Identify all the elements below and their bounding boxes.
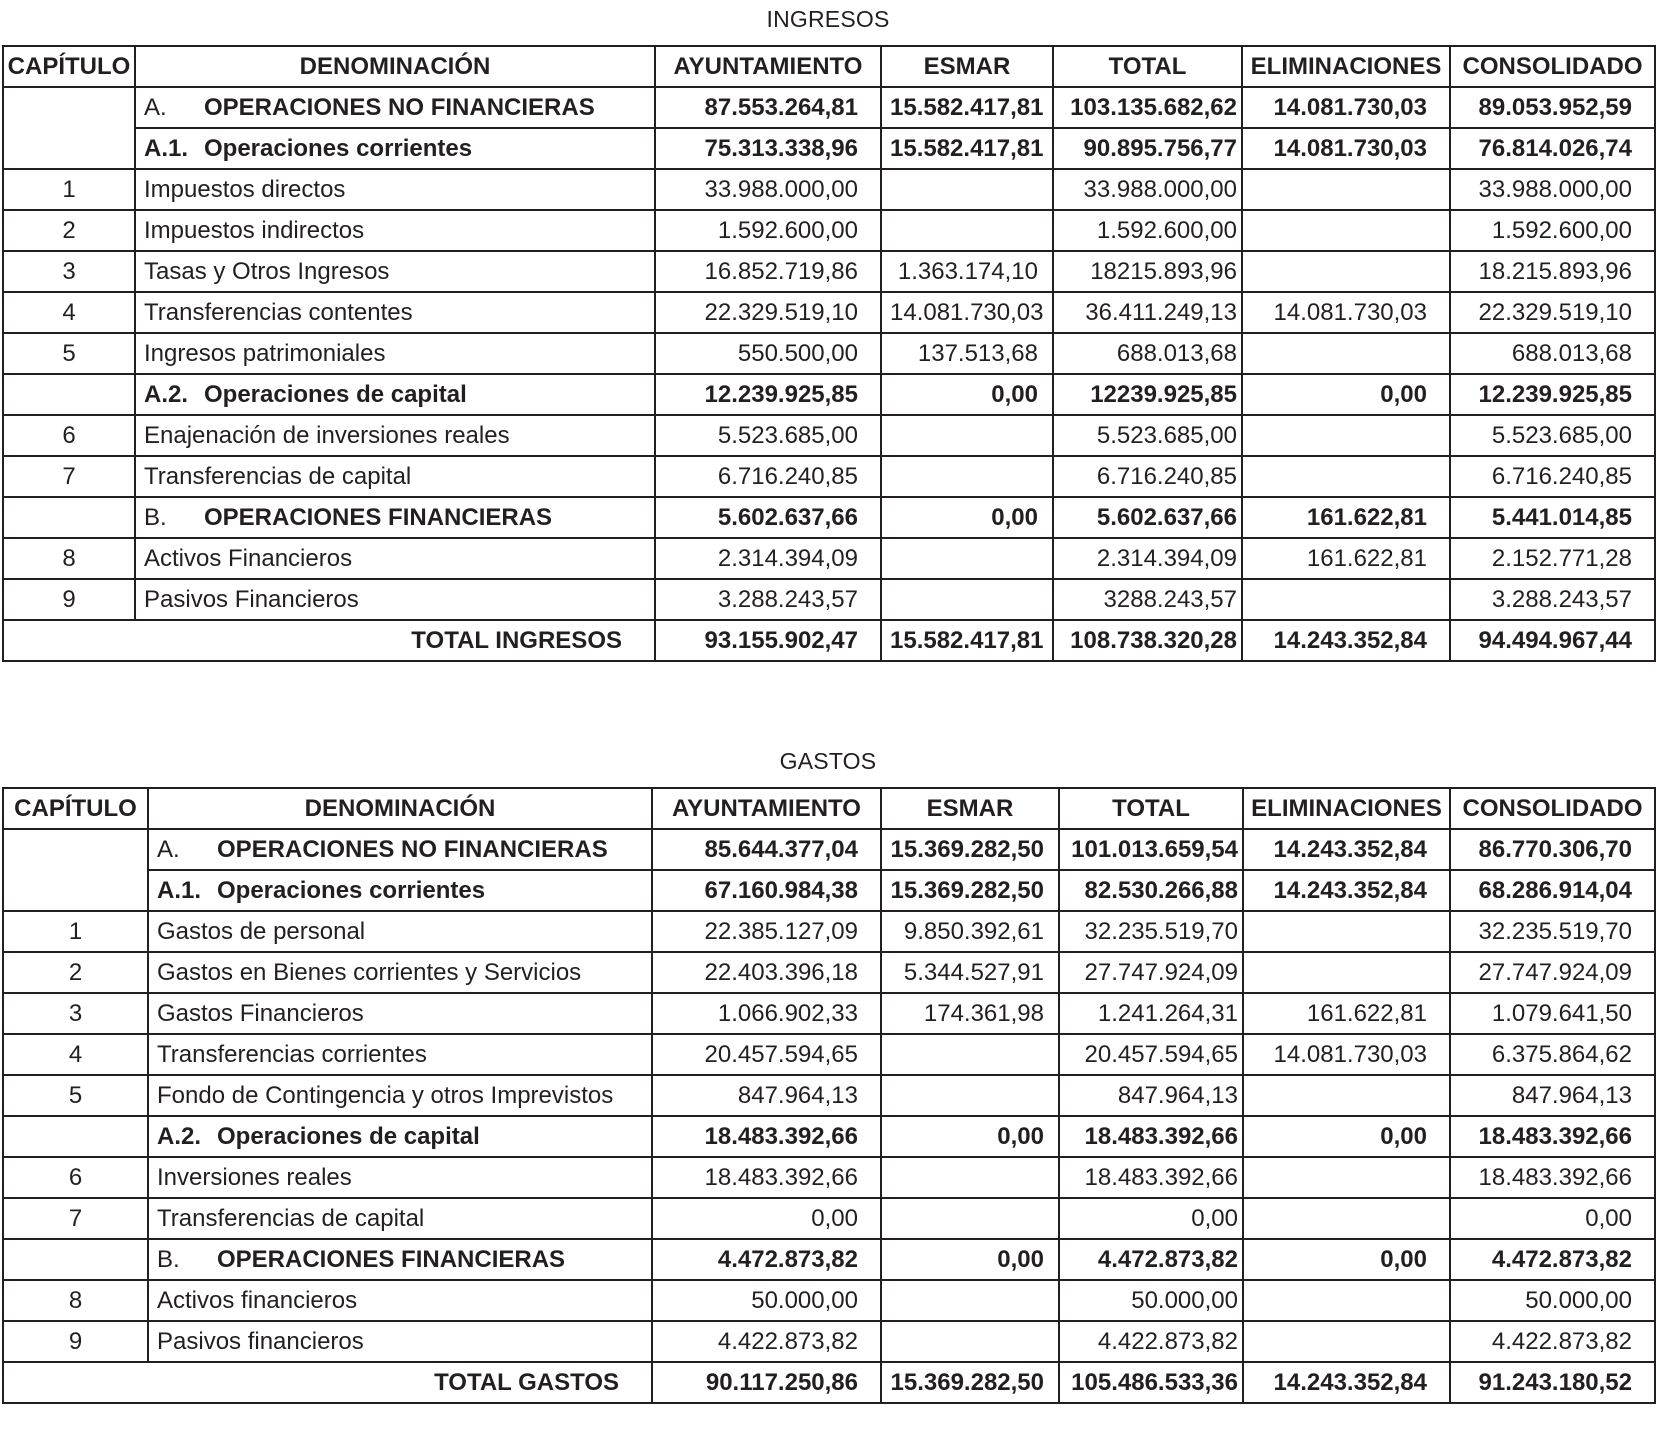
esmar-cell — [881, 1280, 1059, 1321]
group-name: OPERACIONES NO FINANCIERAS — [204, 93, 595, 121]
total-label: TOTAL INGRESOS — [3, 620, 655, 661]
consolidado-cell: 5.523.685,00 — [1450, 415, 1655, 456]
total-cell: 0,00 — [1059, 1198, 1243, 1239]
consolidado-cell: 4.472.873,82 — [1450, 1239, 1655, 1280]
total-cell: 6.716.240,85 — [1053, 456, 1242, 497]
table-row — [3, 911, 1655, 952]
esmar-cell: 15.369.282,50 — [881, 1362, 1059, 1403]
eliminaciones-cell: 14.243.352,84 — [1243, 870, 1450, 911]
total-cell: 688.013,68 — [1053, 333, 1242, 374]
ayuntamiento-cell: 50.000,00 — [652, 1280, 881, 1321]
ayuntamiento-cell: 1.066.902,33 — [652, 993, 881, 1034]
eliminaciones-cell: 14.081.730,03 — [1242, 292, 1450, 333]
header-ayuntamiento: AYUNTAMIENTO — [652, 788, 881, 829]
capitulo-cell: 7 — [3, 1198, 148, 1239]
esmar-cell: 15.369.282,50 — [881, 870, 1059, 911]
total-cell: 5.523.685,00 — [1053, 415, 1242, 456]
header-esmar: ESMAR — [881, 46, 1053, 87]
eliminaciones-cell — [1243, 1157, 1450, 1198]
ayuntamiento-cell: 85.644.377,04 — [652, 829, 881, 870]
esmar-cell — [881, 456, 1053, 497]
eliminaciones-cell — [1242, 251, 1450, 292]
total-row — [3, 620, 1655, 661]
total-cell: 90.895.756,77 — [1053, 128, 1242, 169]
table-row — [3, 538, 1655, 579]
consolidado-cell: 0,00 — [1450, 1198, 1655, 1239]
group-row-a1 — [3, 128, 1655, 169]
table-row — [3, 292, 1655, 333]
consolidado-cell: 68.286.914,04 — [1450, 870, 1655, 911]
esmar-cell: 0,00 — [881, 1116, 1059, 1157]
ayuntamiento-cell: 22.385.127,09 — [652, 911, 881, 952]
group-name: Operaciones corrientes — [217, 876, 486, 904]
eliminaciones-cell: 0,00 — [1243, 1116, 1450, 1157]
ayuntamiento-cell: 18.483.392,66 — [652, 1157, 881, 1198]
group-label — [148, 1239, 652, 1280]
denominacion-cell: Activos Financieros — [135, 538, 655, 579]
header-esmar: ESMAR — [881, 788, 1059, 829]
group-row-a1 — [3, 870, 1655, 911]
ayuntamiento-cell: 5.523.685,00 — [655, 415, 881, 456]
esmar-cell — [881, 415, 1053, 456]
group-row-a2 — [3, 1116, 1655, 1157]
consolidado-cell: 12.239.925,85 — [1450, 374, 1655, 415]
denominacion-cell: Transferencias de capital — [148, 1198, 652, 1239]
group-row-a — [3, 87, 1655, 128]
group-name: OPERACIONES FINANCIERAS — [204, 503, 553, 531]
group-row-a2 — [3, 374, 1655, 415]
ayuntamiento-cell: 2.314.394,09 — [655, 538, 881, 579]
eliminaciones-cell — [1242, 333, 1450, 374]
esmar-cell — [881, 1157, 1059, 1198]
table-row — [3, 251, 1655, 292]
denominacion-cell: Transferencias de capital — [135, 456, 655, 497]
esmar-cell — [881, 210, 1053, 251]
esmar-cell — [881, 1075, 1059, 1116]
group-label — [135, 374, 655, 415]
total-cell: 1.241.264,31 — [1059, 993, 1243, 1034]
eliminaciones-cell — [1242, 169, 1450, 210]
table-row — [3, 993, 1655, 1034]
eliminaciones-cell: 14.243.352,84 — [1243, 829, 1450, 870]
total-row — [3, 1362, 1655, 1403]
header-row — [3, 788, 1655, 829]
group-code: A. — [144, 93, 167, 121]
ayuntamiento-cell: 3.288.243,57 — [655, 579, 881, 620]
header-ayuntamiento: AYUNTAMIENTO — [655, 46, 881, 87]
total-cell: 101.013.659,54 — [1059, 829, 1243, 870]
header-total: TOTAL — [1059, 788, 1243, 829]
header-eliminaciones: ELIMINACIONES — [1242, 46, 1450, 87]
consolidado-cell: 18.483.392,66 — [1450, 1157, 1655, 1198]
ayuntamiento-cell: 0,00 — [652, 1198, 881, 1239]
total-cell: 18.483.392,66 — [1059, 1157, 1243, 1198]
table-row — [3, 1321, 1655, 1362]
total-cell: 36.411.249,13 — [1053, 292, 1242, 333]
total-cell: 20.457.594,65 — [1059, 1034, 1243, 1075]
total-cell: 27.747.924,09 — [1059, 952, 1243, 993]
esmar-cell: 0,00 — [881, 497, 1053, 538]
eliminaciones-cell — [1243, 1280, 1450, 1321]
esmar-cell: 174.361,98 — [881, 993, 1059, 1034]
capitulo-cell: 4 — [3, 292, 135, 333]
eliminaciones-cell: 14.081.730,03 — [1242, 87, 1450, 128]
header-denominacion: DENOMINACIÓN — [148, 788, 652, 829]
table-row — [3, 1198, 1655, 1239]
ayuntamiento-cell: 22.403.396,18 — [652, 952, 881, 993]
consolidado-cell: 5.441.014,85 — [1450, 497, 1655, 538]
consolidado-cell: 32.235.519,70 — [1450, 911, 1655, 952]
ingresos-table — [2, 45, 1656, 662]
total-cell: 2.314.394,09 — [1053, 538, 1242, 579]
consolidado-cell: 688.013,68 — [1450, 333, 1655, 374]
capitulo-cell: 2 — [3, 952, 148, 993]
esmar-cell: 0,00 — [881, 1239, 1059, 1280]
consolidado-cell: 2.152.771,28 — [1450, 538, 1655, 579]
eliminaciones-cell: 161.622,81 — [1242, 538, 1450, 579]
consolidado-cell: 3.288.243,57 — [1450, 579, 1655, 620]
group-code: B. — [144, 503, 167, 531]
total-cell: 82.530.266,88 — [1059, 870, 1243, 911]
header-capitulo: CAPÍTULO — [3, 788, 148, 829]
esmar-cell — [881, 538, 1053, 579]
ayuntamiento-cell: 5.602.637,66 — [655, 497, 881, 538]
esmar-cell: 137.513,68 — [881, 333, 1053, 374]
ayuntamiento-cell: 1.592.600,00 — [655, 210, 881, 251]
ayuntamiento-cell: 18.483.392,66 — [652, 1116, 881, 1157]
esmar-cell: 14.081.730,03 — [881, 292, 1053, 333]
eliminaciones-cell — [1242, 456, 1450, 497]
ayuntamiento-cell: 33.988.000,00 — [655, 169, 881, 210]
ayuntamiento-cell: 67.160.984,38 — [652, 870, 881, 911]
capitulo-cell: 1 — [3, 169, 135, 210]
esmar-cell: 15.582.417,81 — [881, 128, 1053, 169]
ayuntamiento-cell: 550.500,00 — [655, 333, 881, 374]
group-label — [135, 497, 655, 538]
consolidado-cell: 86.770.306,70 — [1450, 829, 1655, 870]
eliminaciones-cell: 14.081.730,03 — [1242, 128, 1450, 169]
eliminaciones-cell: 14.081.730,03 — [1243, 1034, 1450, 1075]
eliminaciones-cell — [1243, 1321, 1450, 1362]
capitulo-cell — [3, 1116, 148, 1157]
group-name: OPERACIONES FINANCIERAS — [217, 1245, 566, 1273]
table-row — [3, 210, 1655, 251]
esmar-cell — [881, 1034, 1059, 1075]
consolidado-cell: 6.716.240,85 — [1450, 456, 1655, 497]
esmar-cell: 15.369.282,50 — [881, 829, 1059, 870]
consolidado-cell: 76.814.026,74 — [1450, 128, 1655, 169]
ayuntamiento-cell: 87.553.264,81 — [655, 87, 881, 128]
eliminaciones-cell: 0,00 — [1243, 1239, 1450, 1280]
capitulo-cell — [3, 374, 135, 415]
ayuntamiento-cell: 16.852.719,86 — [655, 251, 881, 292]
denominacion-cell: Tasas y Otros Ingresos — [135, 251, 655, 292]
capitulo-cell: 5 — [3, 1075, 148, 1116]
ayuntamiento-cell: 20.457.594,65 — [652, 1034, 881, 1075]
denominacion-cell: Ingresos patrimoniales — [135, 333, 655, 374]
group-row-b — [3, 497, 1655, 538]
denominacion-cell: Activos financieros — [148, 1280, 652, 1321]
group-label — [148, 870, 652, 911]
consolidado-cell: 50.000,00 — [1450, 1280, 1655, 1321]
eliminaciones-cell: 161.622,81 — [1242, 497, 1450, 538]
capitulo-cell: 2 — [3, 210, 135, 251]
total-cell: 32.235.519,70 — [1059, 911, 1243, 952]
group-row-b — [3, 1239, 1655, 1280]
header-eliminaciones: ELIMINACIONES — [1243, 788, 1450, 829]
capitulo-cell: 4 — [3, 1034, 148, 1075]
eliminaciones-cell — [1242, 415, 1450, 456]
capitulo-cell: 6 — [3, 1157, 148, 1198]
ayuntamiento-cell: 4.472.873,82 — [652, 1239, 881, 1280]
denominacion-cell: Gastos Financieros — [148, 993, 652, 1034]
table-row — [3, 456, 1655, 497]
group-name: Operaciones de capital — [204, 380, 467, 408]
consolidado-cell: 18.215.893,96 — [1450, 251, 1655, 292]
total-cell: 4.472.873,82 — [1059, 1239, 1243, 1280]
total-cell: 4.422.873,82 — [1059, 1321, 1243, 1362]
consolidado-cell: 27.747.924,09 — [1450, 952, 1655, 993]
group-code: A.1. — [157, 876, 202, 904]
group-code: A.2. — [157, 1122, 202, 1150]
header-total: TOTAL — [1053, 46, 1242, 87]
header-consolidado: CONSOLIDADO — [1450, 46, 1655, 87]
table-row — [3, 169, 1655, 210]
group-code: A.1. — [144, 134, 189, 162]
denominacion-cell: Gastos en Bienes corrientes y Servicios — [148, 952, 652, 993]
consolidado-cell: 33.988.000,00 — [1450, 169, 1655, 210]
consolidado-cell: 1.592.600,00 — [1450, 210, 1655, 251]
eliminaciones-cell — [1243, 911, 1450, 952]
eliminaciones-cell — [1243, 952, 1450, 993]
capitulo-cell: 6 — [3, 415, 135, 456]
denominacion-cell: Impuestos indirectos — [135, 210, 655, 251]
total-cell: 847.964,13 — [1059, 1075, 1243, 1116]
denominacion-cell: Enajenación de inversiones reales — [135, 415, 655, 456]
eliminaciones-cell: 14.243.352,84 — [1243, 1362, 1450, 1403]
esmar-cell: 9.850.392,61 — [881, 911, 1059, 952]
consolidado-cell: 94.494.967,44 — [1450, 620, 1655, 661]
total-cell: 33.988.000,00 — [1053, 169, 1242, 210]
eliminaciones-cell — [1243, 1198, 1450, 1239]
eliminaciones-cell: 14.243.352,84 — [1242, 620, 1450, 661]
eliminaciones-cell — [1243, 1075, 1450, 1116]
table-row — [3, 952, 1655, 993]
capitulo-cell: 8 — [3, 1280, 148, 1321]
esmar-cell — [881, 1198, 1059, 1239]
capitulo-cell: 9 — [3, 579, 135, 620]
consolidado-cell: 6.375.864,62 — [1450, 1034, 1655, 1075]
ayuntamiento-cell: 93.155.902,47 — [655, 620, 881, 661]
denominacion-cell: Transferencias contentes — [135, 292, 655, 333]
total-cell: 18215.893,96 — [1053, 251, 1242, 292]
group-label — [135, 87, 655, 128]
gastos-title: GASTOS — [779, 748, 877, 774]
denominacion-cell: Fondo de Contingencia y otros Imprevistos — [148, 1075, 652, 1116]
table-row — [3, 1280, 1655, 1321]
denominacion-cell: Impuestos directos — [135, 169, 655, 210]
group-label — [135, 128, 655, 169]
group-code: B. — [157, 1245, 180, 1273]
table-row — [3, 579, 1655, 620]
esmar-cell — [881, 169, 1053, 210]
eliminaciones-cell: 161.622,81 — [1243, 993, 1450, 1034]
esmar-cell: 1.363.174,10 — [881, 251, 1053, 292]
capitulo-cell — [3, 497, 135, 538]
table-row — [3, 415, 1655, 456]
esmar-cell — [881, 579, 1053, 620]
esmar-cell: 5.344.527,91 — [881, 952, 1059, 993]
total-label: TOTAL GASTOS — [3, 1362, 652, 1403]
header-row — [3, 46, 1655, 87]
ayuntamiento-cell: 22.329.519,10 — [655, 292, 881, 333]
total-cell: 1.592.600,00 — [1053, 210, 1242, 251]
total-cell: 108.738.320,28 — [1053, 620, 1242, 661]
total-cell: 3288.243,57 — [1053, 579, 1242, 620]
ayuntamiento-cell: 847.964,13 — [652, 1075, 881, 1116]
denominacion-cell: Pasivos financieros — [148, 1321, 652, 1362]
group-name: Operaciones corrientes — [204, 134, 473, 162]
ayuntamiento-cell: 90.117.250,86 — [652, 1362, 881, 1403]
eliminaciones-cell — [1242, 210, 1450, 251]
denominacion-cell: Pasivos Financieros — [135, 579, 655, 620]
esmar-cell: 15.582.417,81 — [881, 620, 1053, 661]
header-capitulo: CAPÍTULO — [3, 46, 135, 87]
ayuntamiento-cell: 4.422.873,82 — [652, 1321, 881, 1362]
capitulo-cell — [3, 87, 135, 169]
group-row-a — [3, 829, 1655, 870]
capitulo-cell: 8 — [3, 538, 135, 579]
total-cell: 50.000,00 — [1059, 1280, 1243, 1321]
capitulo-cell: 3 — [3, 993, 148, 1034]
header-denominacion: DENOMINACIÓN — [135, 46, 655, 87]
denominacion-cell: Gastos de personal — [148, 911, 652, 952]
consolidado-cell: 89.053.952,59 — [1450, 87, 1655, 128]
eliminaciones-cell: 0,00 — [1242, 374, 1450, 415]
consolidado-cell: 1.079.641,50 — [1450, 993, 1655, 1034]
denominacion-cell: Transferencias corrientes — [148, 1034, 652, 1075]
group-name: OPERACIONES NO FINANCIERAS — [217, 835, 608, 863]
eliminaciones-cell — [1242, 579, 1450, 620]
group-name: Operaciones de capital — [217, 1122, 480, 1150]
total-cell: 5.602.637,66 — [1053, 497, 1242, 538]
denominacion-cell: Inversiones reales — [148, 1157, 652, 1198]
capitulo-cell: 1 — [3, 911, 148, 952]
table-row — [3, 1157, 1655, 1198]
esmar-cell: 0,00 — [881, 374, 1053, 415]
capitulo-cell: 3 — [3, 251, 135, 292]
group-code: A. — [157, 835, 180, 863]
total-cell: 18.483.392,66 — [1059, 1116, 1243, 1157]
ayuntamiento-cell: 6.716.240,85 — [655, 456, 881, 497]
table-row — [3, 1075, 1655, 1116]
consolidado-cell: 847.964,13 — [1450, 1075, 1655, 1116]
capitulo-cell: 5 — [3, 333, 135, 374]
group-label — [148, 829, 652, 870]
consolidado-cell: 18.483.392,66 — [1450, 1116, 1655, 1157]
ayuntamiento-cell: 75.313.338,96 — [655, 128, 881, 169]
group-label — [148, 1116, 652, 1157]
esmar-cell: 15.582.417,81 — [881, 87, 1053, 128]
total-cell: 12239.925,85 — [1053, 374, 1242, 415]
capitulo-cell — [3, 1239, 148, 1280]
capitulo-cell: 7 — [3, 456, 135, 497]
esmar-cell — [881, 1321, 1059, 1362]
group-code: A.2. — [144, 380, 189, 408]
consolidado-cell: 22.329.519,10 — [1450, 292, 1655, 333]
total-cell: 105.486.533,36 — [1059, 1362, 1243, 1403]
table-row — [3, 1034, 1655, 1075]
header-consolidado: CONSOLIDADO — [1450, 788, 1655, 829]
table-row — [3, 333, 1655, 374]
capitulo-cell: 9 — [3, 1321, 148, 1362]
gastos-table — [2, 787, 1656, 1404]
capitulo-cell — [3, 829, 148, 911]
ingresos-title: INGRESOS — [766, 6, 890, 32]
consolidado-cell: 4.422.873,82 — [1450, 1321, 1655, 1362]
total-cell: 103.135.682,62 — [1053, 87, 1242, 128]
consolidado-cell: 91.243.180,52 — [1450, 1362, 1655, 1403]
ayuntamiento-cell: 12.239.925,85 — [655, 374, 881, 415]
